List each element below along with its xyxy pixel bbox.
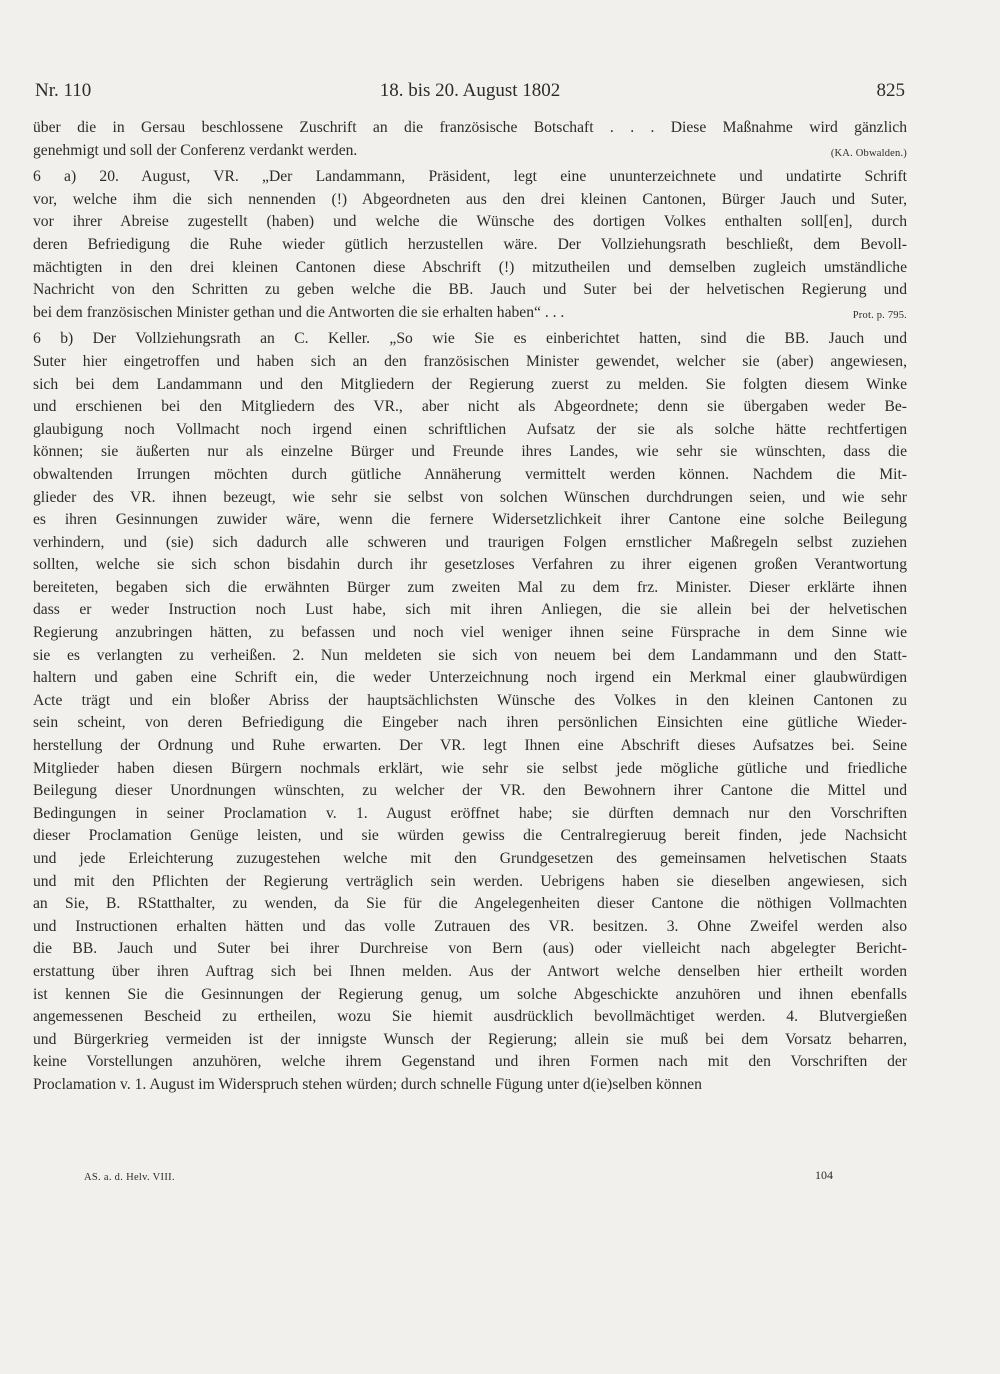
text-line: bei dem französischen Minister gethan und die Antworten die sie erhalten haben“ . . . Prot. p. 795. bbox=[33, 302, 907, 325]
text-line: verhindern, und (sie) sich dadurch alle schweren und traurigen Folgen ernstlicher Maßregeln selbst zuziehen bbox=[33, 533, 907, 551]
text-line: über die in Gersau beschlossene Zuschrift an die französische Botschaft . . . Diese Maßnahme wird gänzlich bbox=[33, 119, 907, 136]
text-line: Acte trägt und ein bloßer Abriss der hauptsächlichsten Wünsche des Volkes in den kleinen Cantonen zu bbox=[33, 691, 907, 709]
text-line: haltern und gaben eine Schrift ein, die weder Unterzeichnung noch irgend ein Merkmal einer glaubwürdigen bbox=[33, 669, 907, 687]
text-line: dieser Proclamation Genüge leisten, und sie würden gewiss die Centralregieruug bereit finden, jede Nachsicht bbox=[33, 827, 907, 845]
text-line: und mit den Pflichten der Regierung verträglich sein werden. Uebrigens haben sie dieselben angewiesen, sich bbox=[33, 872, 907, 890]
text-line: es ihren Gesinnungen zuwider wäre, wenn die fernere Widersetzlichkeit ihrer Cantone eine solche Beilegung bbox=[33, 511, 907, 529]
text-line: vor ihrer Abreise zugestellt (haben) und welche die Wünsche des dortigen Volkes enthalten soll[en], durch bbox=[33, 213, 907, 231]
text-line: sie es verlangten zu verheißen. 2. Nun meldeten sie sich von neuem bei dem Landammann und den Statt- bbox=[33, 646, 907, 664]
text-line: und Instructionen erhalten hätten und das volle Zutrauen des VR. besitzen. 3. Ohne Zweifel werden also bbox=[33, 917, 907, 935]
text-line: dass er weder Instruction noch Lust habe, sich mit ihren Anliegen, die sie allein bei der helvetischen bbox=[33, 601, 907, 619]
text-line: bereiteten, begaben sich die erwähnten Bürger zum zweiten Mal zu dem frz. Minister. Dieser erklärte ihnen bbox=[33, 578, 907, 596]
date-range-title: 18. bis 20. August 1802 bbox=[379, 80, 561, 101]
text-line: Nachricht von den Schritten zu geben welche die BB. Jauch und Suter bei der helvetischen Regierung und bbox=[33, 281, 907, 299]
text-line: Proclamation v. 1. August im Widerspruch stehen würden; durch schnelle Fügung unter d(ie)selben können bbox=[33, 1075, 702, 1093]
body-text bbox=[33, 117, 907, 1101]
text-line: die BB. Jauch und Suter bei ihrer Durchreise von Bern (aus) oder vielleicht nach abgelegter Bericht- bbox=[33, 940, 907, 958]
page-header bbox=[35, 80, 905, 110]
paragraph bbox=[33, 117, 907, 162]
text-line: können; sie äußerten nur als einzelne Bürger und Freunde ihres Landes, wie sehr sie wünschten, dass die bbox=[33, 443, 907, 461]
text-line: herstellung der Ordnung und Ruhe erwarten. Der VR. legt Ihnen eine Abschrift dieses Aufsatzes bei. Seine bbox=[33, 737, 907, 755]
text-line: Bedingungen in seiner Proclamation v. 1. August eröffnet habe; sie dürften demnach nur den Vorschriften bbox=[33, 804, 907, 822]
text-line: mächtigten in den drei kleinen Cantonen diese Abschrift (!) mitzutheilen und demselben zugleich umständliche bbox=[33, 258, 907, 276]
text-line: glieder des VR. ihnen bezeugt, wie sehr sie selbst von solchen Wünschen durchdrungen seien, und wie sehr bbox=[33, 488, 907, 506]
paragraph bbox=[33, 166, 907, 324]
paragraph bbox=[33, 328, 907, 1096]
text-line: deren Befriedigung die Ruhe wieder gütlich herzustellen wäre. Der Vollziehungsrath beschließt, dem Bevoll- bbox=[33, 235, 907, 253]
text-line: sollten, welche sie sich schon bisdahin durch ihr gesetzloses Verfahren zu ihrer eigenen großen Verantwortung bbox=[33, 556, 907, 574]
text-line: obwaltenden Irrungen möchten durch gütliche Annäherung vermittelt werden können. Nachdem die Mit- bbox=[33, 465, 907, 483]
text-line: an Sie, B. RStatthalter, zu wenden, da Sie für die Angelegenheiten dieser Cantone die nöthigen Vollmachten bbox=[33, 895, 907, 913]
text-line: vor, welche ihm die sich nennenden (!) Abgeordneten aus den drei kleinen Cantonen, Bürger Jauch und Suter, bbox=[33, 190, 907, 208]
document-number: Nr. 110 bbox=[35, 80, 92, 101]
text-line: und jede Erleichterung zuzugestehen welche mit den Grundgesetzen des gemeinsamen helvetischen Staats bbox=[33, 850, 907, 867]
text-line: Mitglieder haben diesen Bürgern nochmals erklärt, wie sehr sie selbst jede mögliche gütliche und friedliche bbox=[33, 759, 907, 777]
text-line: erstattung über ihren Auftrag sich bei Ihnen melden. Aus der Antwort welche denselben hier ertheilt worden bbox=[33, 962, 907, 980]
text-line: Beilegung dieser Unordnungen wünschten, zu welcher der VR. den Bewohnern ihrer Cantone die Mittel und bbox=[33, 782, 907, 800]
text-line: und erschienen bei den Mitgliedern des VR., aber nicht als Abgeordnete; denn sie übergaben weder Be- bbox=[33, 398, 907, 416]
text-line: ist kennen Sie die Gesinnungen der Regierung genug, um solche Abgeschickte anzuhören und ihnen ebenfalls bbox=[33, 985, 907, 1003]
text-line: Regierung anzubringen hätten, zu befassen und noch viel weniger ihnen seine Fürsprache in dem Sinne wie bbox=[33, 624, 907, 642]
text-line: 6 a) 20. August, VR. „Der Landammann, Präsident, legt eine ununterzeichnete und undatirte Schrift bbox=[33, 168, 907, 186]
source-reference: Prot. p. 795. bbox=[852, 309, 907, 321]
text-line: und Bürgerkrieg vermeiden ist der innigste Wunsch der Regierung; allein sie muß bei dem Vorsatz beharren, bbox=[33, 1030, 907, 1048]
page-number: 825 bbox=[876, 80, 905, 101]
text-line: angemessenen Bescheid zu ertheilen, wozu Sie hiemit ausdrücklich bevollmächtiget werden. 4. Blutvergießen bbox=[33, 1008, 907, 1026]
text-line: sein scheint, von deren Befriedigung die Eingeber nach ihren persönlichen Einsichten eine gütliche Wieder- bbox=[33, 714, 907, 732]
source-reference: (KA. Obwalden.) bbox=[830, 147, 907, 159]
text-line: keine Vorstellungen anzuhören, welche ihrem Gegenstand und ihren Formen nach mit den Vorschriften der bbox=[33, 1053, 907, 1071]
sheet-number: 104 bbox=[815, 1168, 833, 1182]
text-line: glaubigung noch Vollmacht noch irgend einen schriftlichen Aufsatz der sie als solche hätte rechtfertigen bbox=[33, 420, 907, 438]
text-line: Suter hier eingetroffen und haben sich an den französischen Minister gewendet, welcher sie (aber) angewiesen, bbox=[33, 352, 907, 370]
text-line: 6 b) Der Vollziehungsrath an C. Keller. „So wie Sie es einberichtet hatten, sind die BB. Jauch und bbox=[33, 330, 907, 348]
volume-signature: AS. a. d. Helv. VIII. bbox=[84, 1172, 175, 1183]
text-line: genehmigt und soll der Conferenz verdankt werden. (KA. Obwalden.) bbox=[33, 140, 907, 163]
text-line: sich bei dem Landammann und den Mitgliedern der Regierung zuerst zu melden. Sie folgten diesem Winke bbox=[33, 375, 907, 393]
